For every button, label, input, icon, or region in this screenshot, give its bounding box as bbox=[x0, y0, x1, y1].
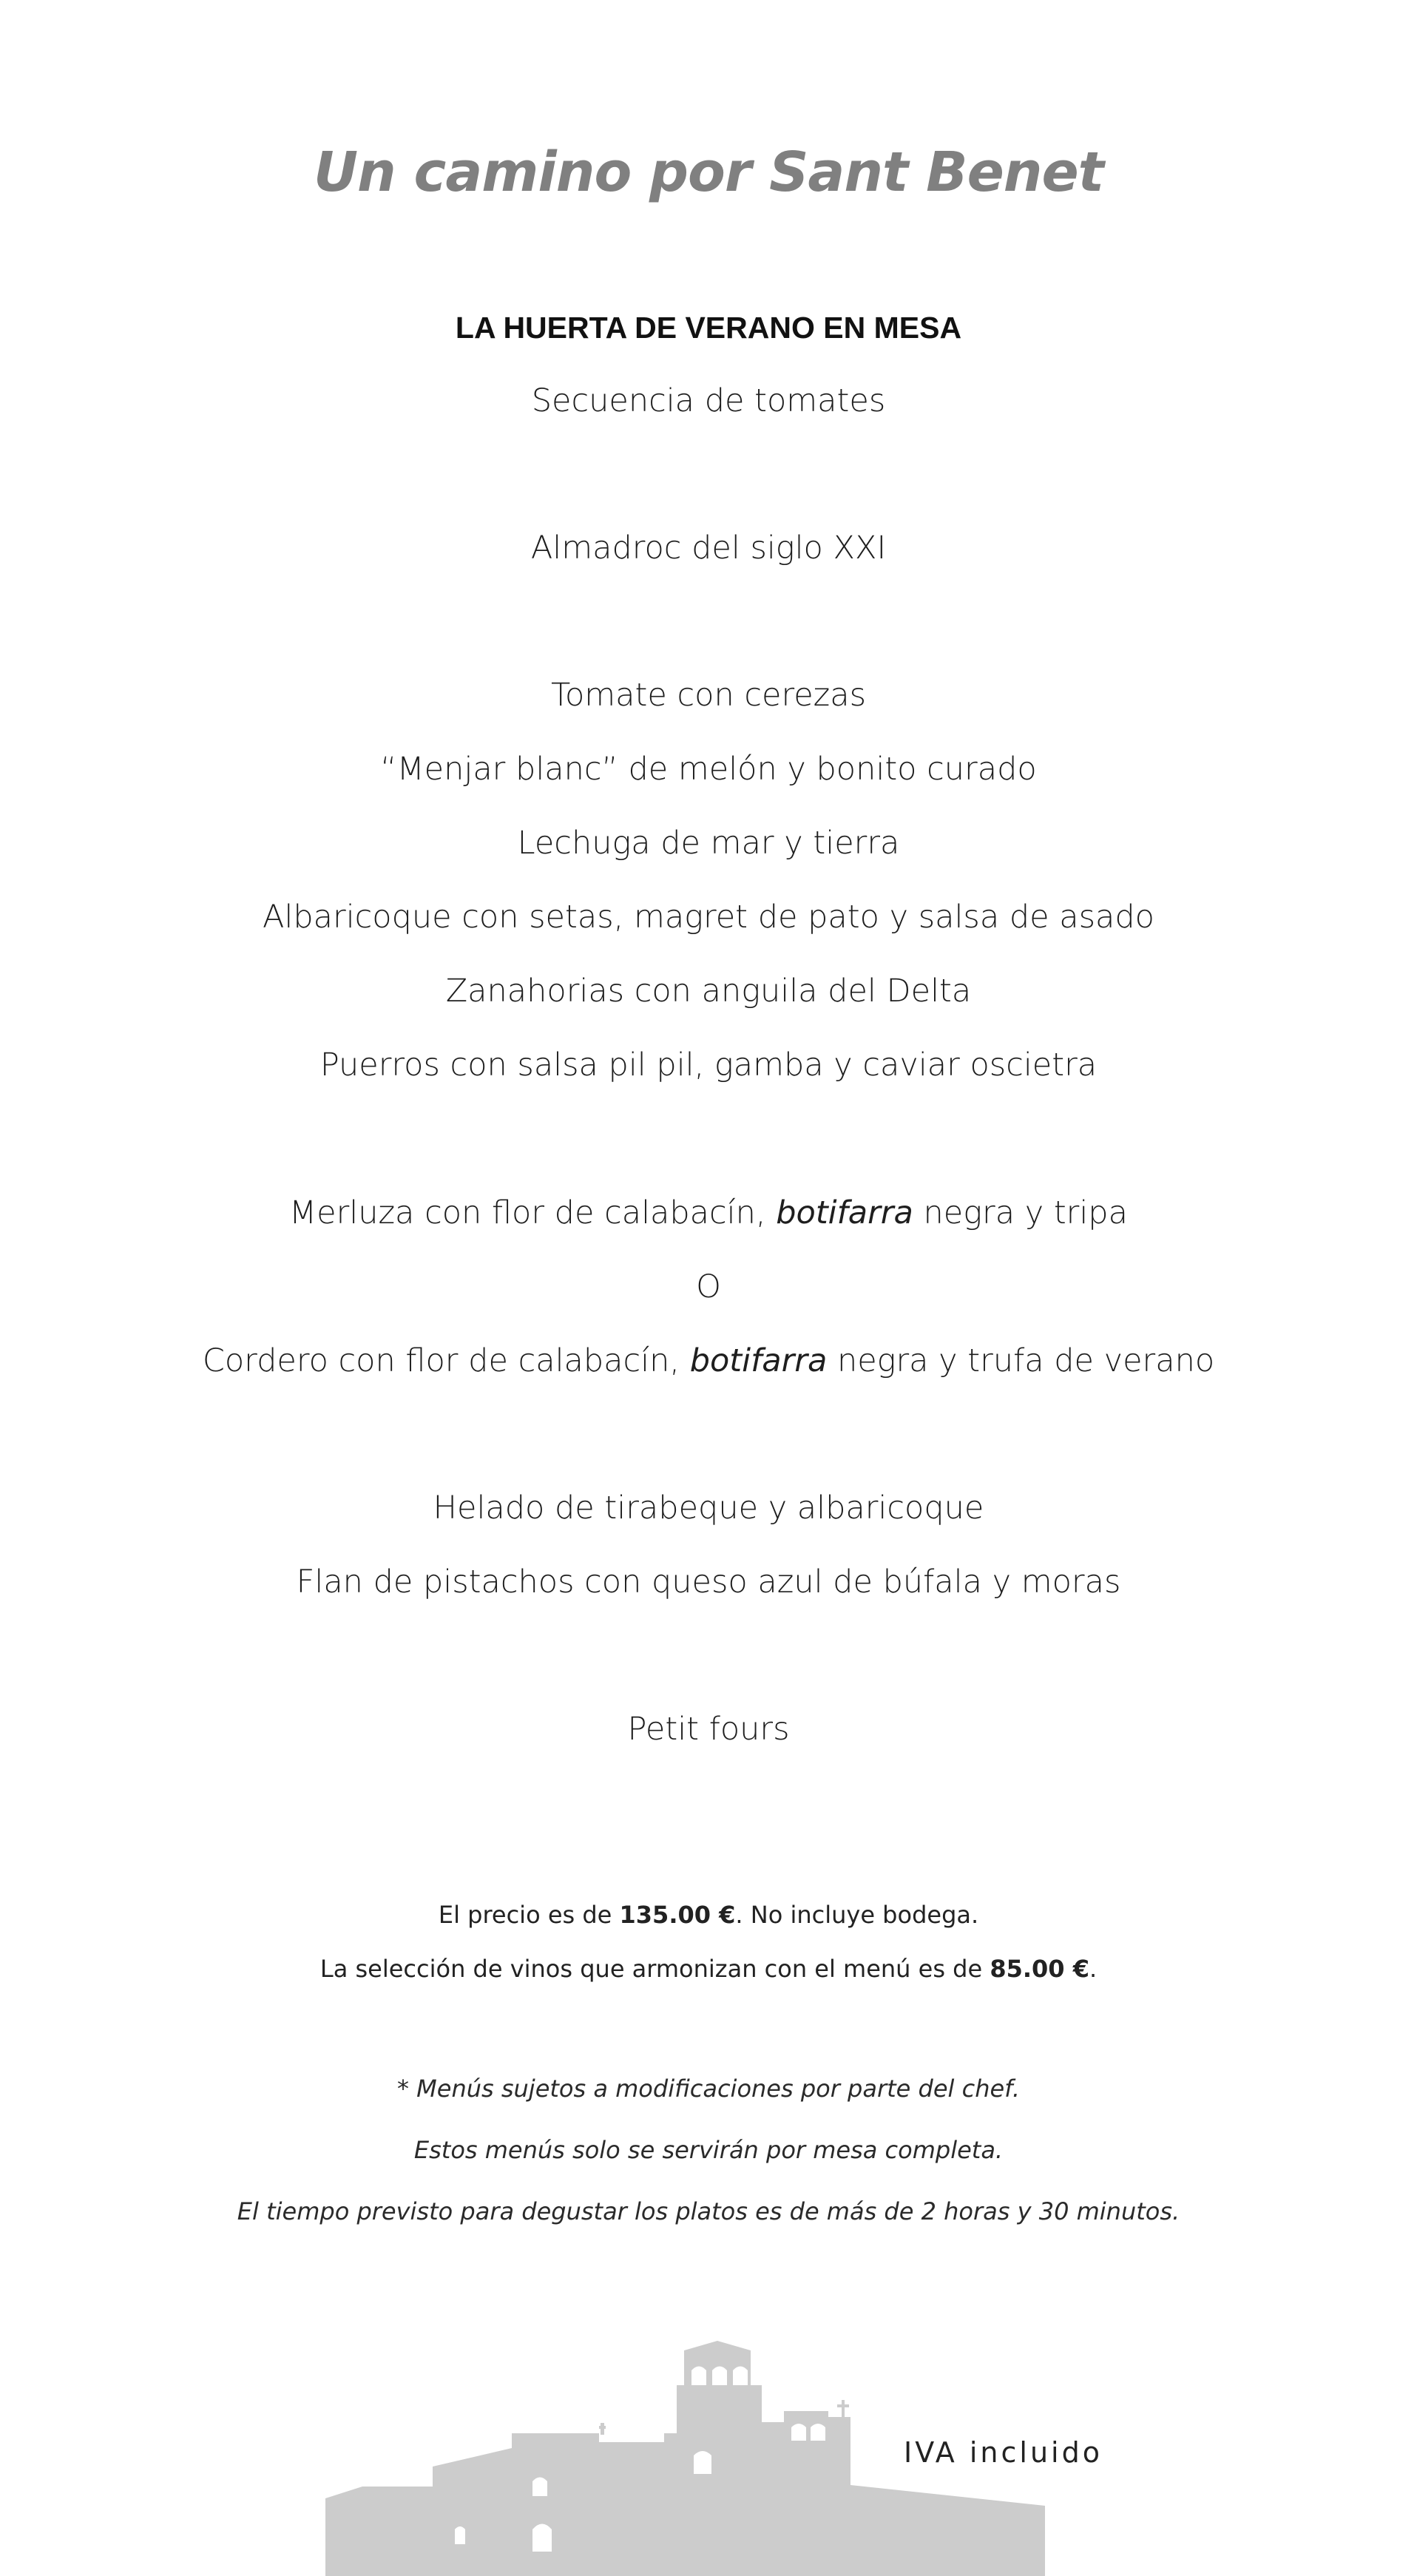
dish-item-main-fish bbox=[0, 1194, 1417, 1231]
dish-item: Secuencia de tomates bbox=[531, 382, 886, 419]
price-text: . No incluye bodega. bbox=[735, 1901, 979, 1929]
dish-item: “Menjar blanc” de melón y bonito curado bbox=[380, 751, 1037, 788]
price-value: 85.00 € bbox=[990, 1955, 1089, 1983]
dish-item: Petit fours bbox=[627, 1711, 790, 1748]
dish-or-separator: O bbox=[696, 1268, 721, 1305]
dish-item: Tomate con cerezas bbox=[551, 677, 866, 714]
dish-item: Puerros con salsa pil pil, gamba y caviar oscietra bbox=[319, 1047, 1098, 1084]
dish-text: Cordero con flor de calabacín, bbox=[202, 1342, 690, 1379]
price-line bbox=[0, 1901, 1417, 1929]
dish-text-italic: botifarra bbox=[776, 1194, 913, 1231]
dish-item: Lechuga de mar y tierra bbox=[517, 825, 900, 862]
dish-item: Albaricoque con setas, magret de pato y salsa de asado bbox=[263, 899, 1154, 936]
section-heading: LA HUERTA DE VERANO EN MESA bbox=[455, 311, 962, 345]
dish-item: Zanahorias con anguila del Delta bbox=[445, 973, 972, 1010]
dish-item: Almadroc del siglo XXI bbox=[530, 530, 887, 567]
price-text: El precio es de bbox=[438, 1901, 620, 1929]
dish-item: Flan de pistachos con queso azul de búfala y moras bbox=[296, 1563, 1121, 1600]
note-line: * Menús sujetos a modificaciones por parte del chef. bbox=[396, 2075, 1021, 2103]
dish-item: Helado de tirabeque y albaricoque bbox=[433, 1490, 984, 1527]
dish-text: Merluza con flor de calabacín, bbox=[289, 1194, 777, 1231]
price-text: La selección de vinos que armonizan con el menú es de bbox=[319, 1955, 990, 1983]
dish-text-italic: botifarra bbox=[689, 1342, 828, 1379]
note-line: Estos menús solo se servirán por mesa completa. bbox=[413, 2136, 1004, 2164]
dish-text: negra y tripa bbox=[913, 1194, 1128, 1231]
menu-title: Un camino por Sant Benet bbox=[313, 141, 1104, 204]
iva-included-label: IVA incluido bbox=[904, 2436, 1103, 2469]
price-text: . bbox=[1089, 1955, 1098, 1983]
note-line: El tiempo previsto para degustar los platos es de más de 2 horas y 30 minutos. bbox=[237, 2197, 1180, 2225]
dish-text: negra y trufa de verano bbox=[827, 1342, 1215, 1379]
price-value: 135.00 € bbox=[619, 1901, 736, 1929]
wine-pairing-line bbox=[0, 1955, 1417, 1983]
dish-item-main-lamb bbox=[0, 1342, 1417, 1379]
